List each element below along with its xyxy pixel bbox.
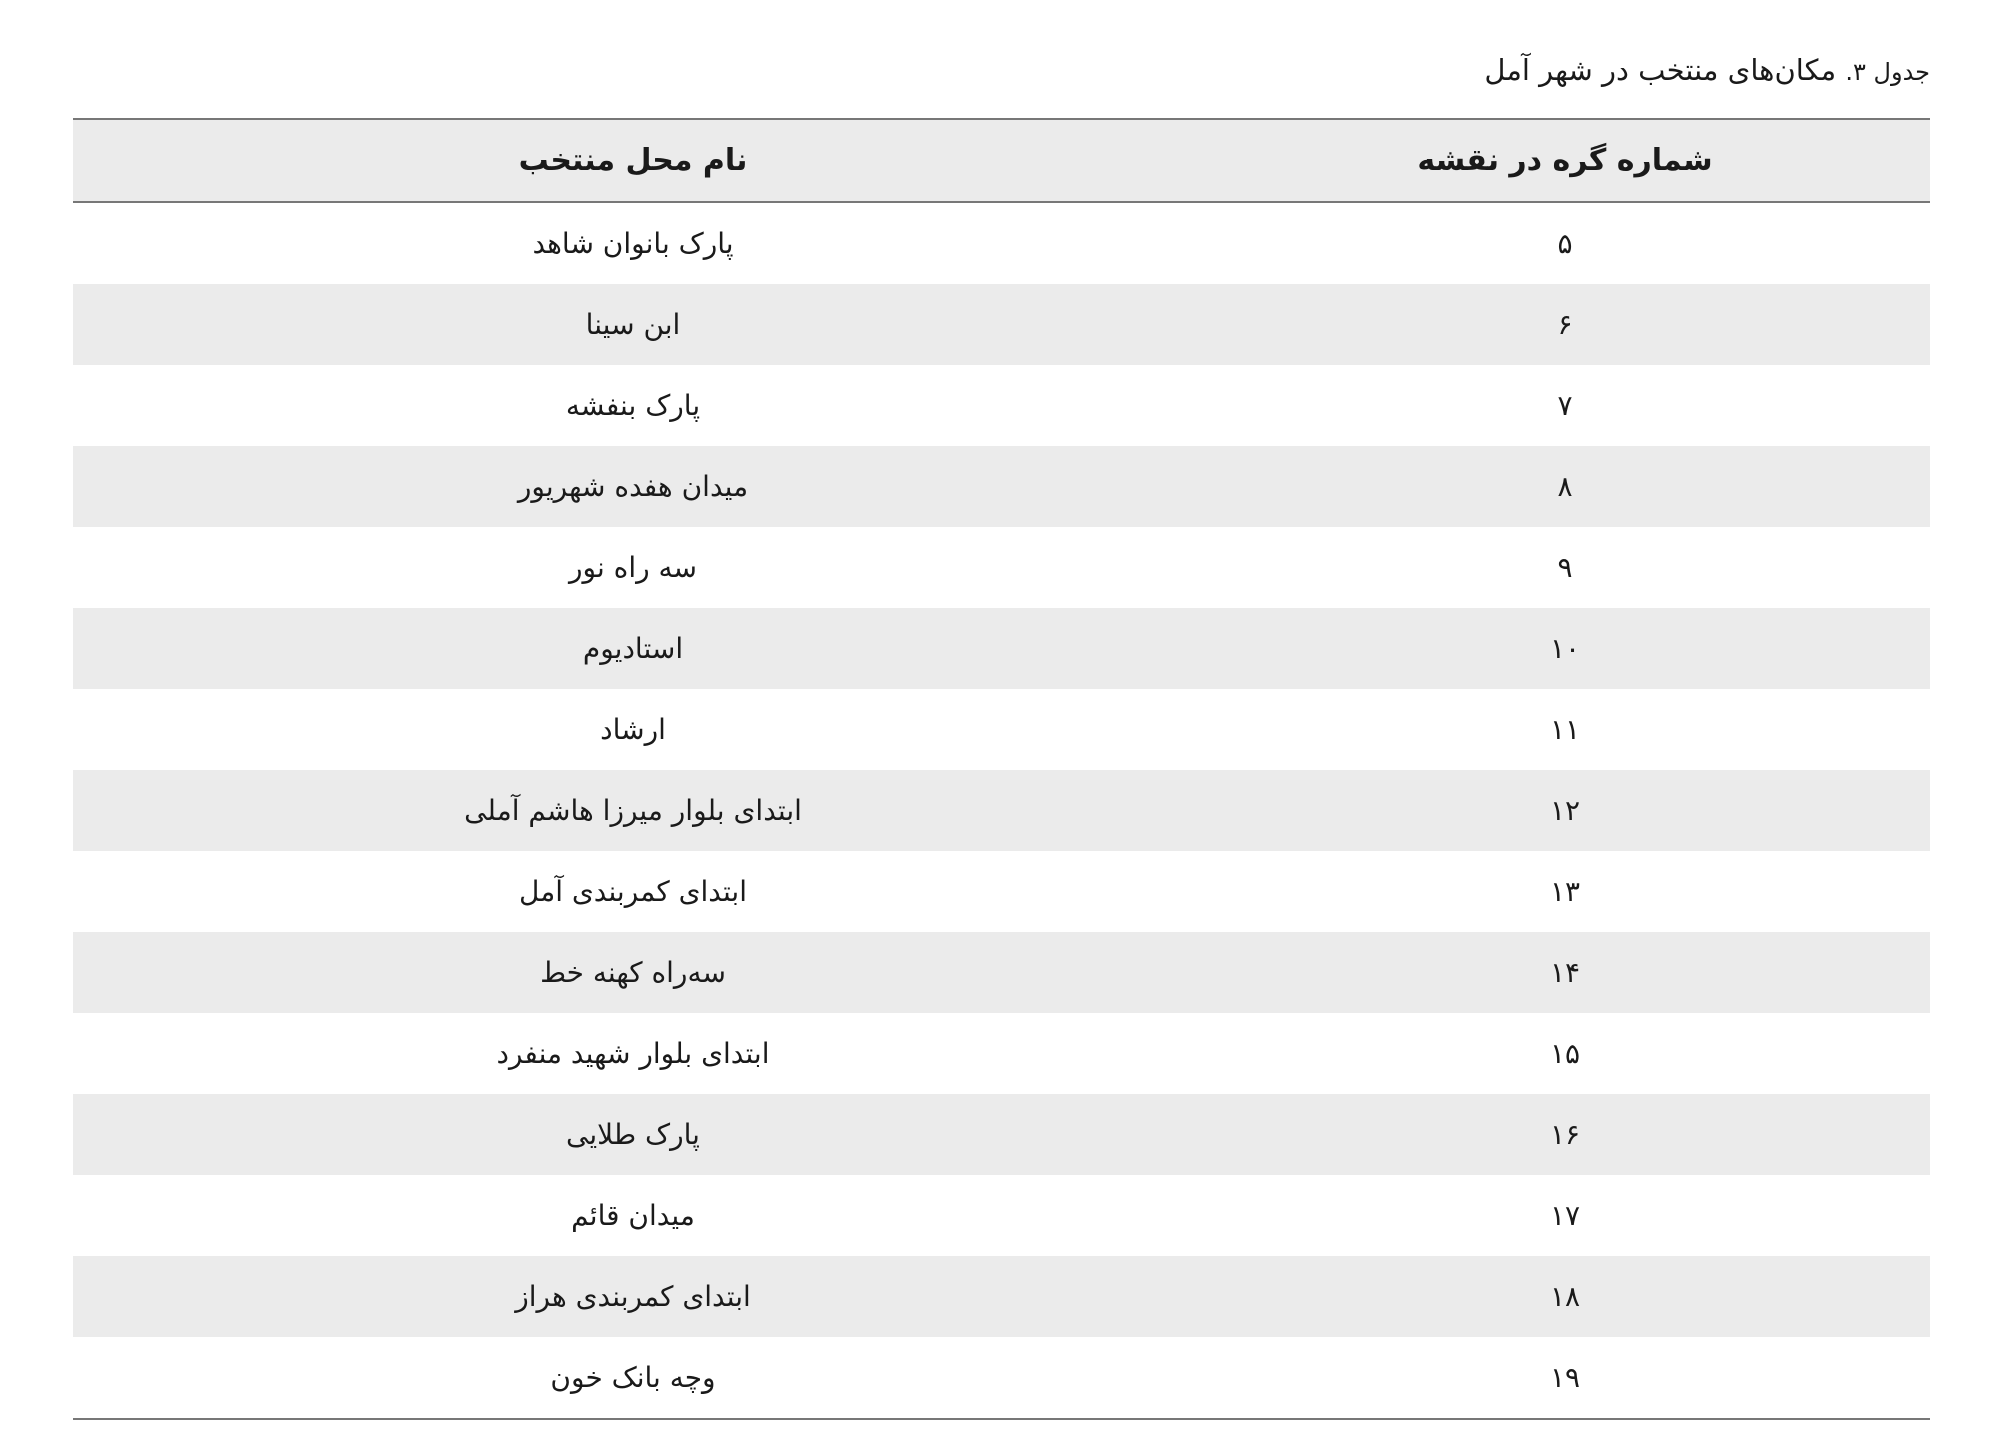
node-number-cell: ۱۴ [1549, 956, 1581, 989]
location-name-cell: ابتدای بلوار شهید منفرد [496, 1037, 770, 1070]
location-name-cell: پارک بانوان شاهد [532, 227, 734, 260]
table-row [73, 203, 1930, 284]
location-name-cell: ابتدای کمربندی آمل [518, 875, 748, 908]
location-name-cell: سه‌راه کهنه خط [540, 956, 726, 989]
caption-text: مکان‌های منتخب در شهر آمل [1484, 53, 1837, 87]
table-row [73, 365, 1930, 446]
header-location-name: نام محل منتخب [518, 143, 748, 178]
location-name-cell: پارک بنفشه [565, 389, 701, 422]
node-number-cell: ۶ [1557, 308, 1573, 341]
table-row [73, 1256, 1930, 1337]
node-number-cell: ۱۷ [1549, 1199, 1581, 1232]
node-number-cell: ۱۳ [1549, 875, 1581, 908]
location-name-cell: ارشاد [600, 713, 666, 746]
table-header-row [73, 120, 1930, 203]
table-row [73, 1337, 1930, 1418]
table-row [73, 527, 1930, 608]
header-node-number: شماره گره در نقشه [1417, 143, 1713, 178]
location-name-cell: ابتدای کمربندی هراز [515, 1280, 751, 1313]
node-number-cell: ۵ [1557, 227, 1573, 260]
table-caption [1484, 46, 1930, 96]
node-number-cell: ۹ [1557, 551, 1573, 584]
table-row [73, 932, 1930, 1013]
location-name-cell: پارک طلایی [566, 1118, 700, 1151]
table-row [73, 689, 1930, 770]
node-number-cell: ۷ [1557, 389, 1573, 422]
node-number-cell: ۱۲ [1549, 794, 1581, 827]
location-name-cell: استادیوم [582, 632, 684, 665]
locations-table [73, 118, 1930, 1420]
table-row [73, 1175, 1930, 1256]
node-number-cell: ۱۱ [1549, 713, 1581, 746]
table-row [73, 851, 1930, 932]
table-row [73, 1094, 1930, 1175]
caption-label: جدول ۳. [1845, 58, 1930, 86]
location-name-cell: ابن سینا [585, 308, 681, 341]
location-name-cell: سه راه نور [568, 551, 698, 584]
location-name-cell: میدان هفده شهریور [517, 470, 749, 503]
table-row [73, 446, 1930, 527]
table-row [73, 284, 1930, 365]
node-number-cell: ۱۸ [1549, 1280, 1581, 1313]
table-body [73, 203, 1930, 1418]
location-name-cell: ابتدای بلوار میرزا هاشم آملی [464, 794, 802, 827]
location-name-cell: میدان قائم [571, 1199, 695, 1232]
node-number-cell: ۱۶ [1549, 1118, 1581, 1151]
node-number-cell: ۱۰ [1549, 632, 1581, 665]
location-name-cell: وچه بانک خون [550, 1361, 716, 1394]
node-number-cell: ۸ [1557, 470, 1573, 503]
table-row [73, 1013, 1930, 1094]
table-row [73, 770, 1930, 851]
node-number-cell: ۱۹ [1549, 1361, 1581, 1394]
node-number-cell: ۱۵ [1549, 1037, 1581, 1070]
table-row [73, 608, 1930, 689]
